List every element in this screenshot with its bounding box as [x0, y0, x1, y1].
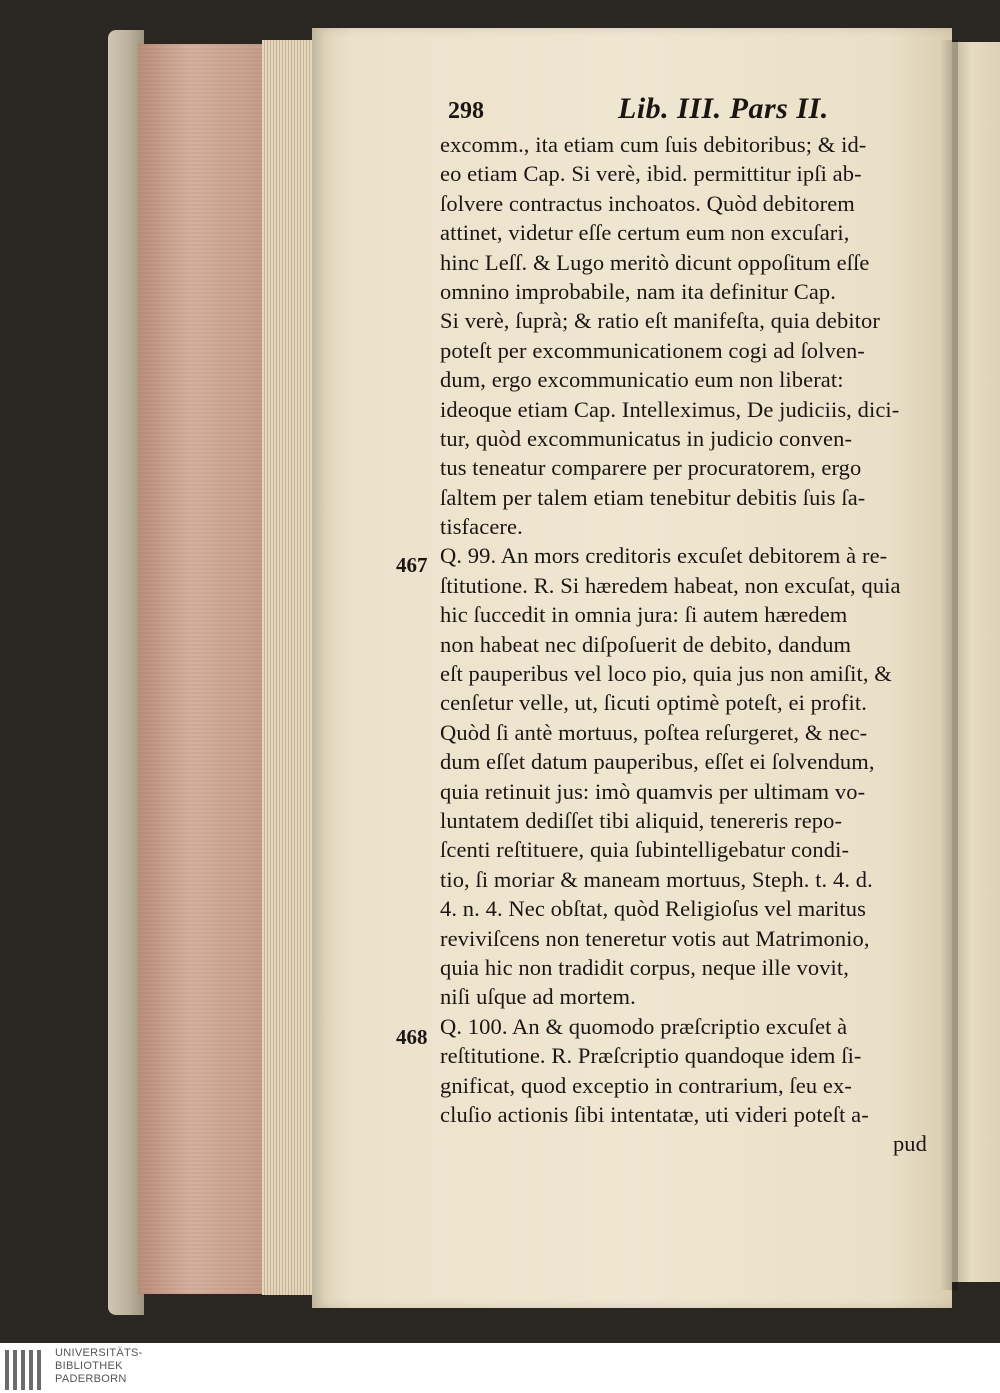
text-line: gnificat, quod exceptio in contrarium, ſeu ex-	[440, 1072, 852, 1098]
text-line: cluſio actionis ſibi intentatæ, uti videri poteſt a-	[440, 1101, 869, 1127]
marginal-number-468: 468	[396, 1025, 428, 1049]
text-line: excomm., ita etiam cum ſuis debitoribus; & id-	[440, 132, 867, 157]
text-line: luntatem dediſſet tibi aliquid, tenereris repo-	[440, 807, 843, 833]
text-line: poteſt per excommunicationem cogi ad ſolven-	[440, 337, 865, 363]
text-line: dum eſſet datum pauperibus, eſſet ei ſolvendum,	[440, 749, 875, 775]
text-line: Si verè, ſuprà; & ratio eſt manifeſta, quia debitor	[440, 308, 880, 334]
page-number: 298	[448, 98, 484, 124]
logo-line: UNIVERSITÄTS-	[55, 1347, 143, 1359]
text-line: hic ſuccedit in omnia jura: ſi autem hæredem	[440, 602, 848, 628]
text-line: quia hic non tradidit corpus, neque ille vovit,	[440, 954, 849, 980]
text-line: ſtitutione. R. Si hæredem habeat, non excuſat, quia	[440, 572, 901, 598]
text-line: tur, quòd excommunicatus in judicio conven-	[440, 425, 853, 451]
text-line: Q. 100. An & quomodo præſcriptio excuſet à	[440, 1013, 848, 1039]
library-logo-bar	[0, 1343, 1000, 1393]
text-line: attinet, videtur eſſe certum eum non excuſari,	[440, 220, 850, 246]
text-line: niſi uſque ad mortem.	[440, 984, 636, 1010]
body-text	[440, 130, 955, 1159]
text-line: omnino improbabile, nam ita definitur Cap.	[440, 278, 836, 304]
text-line: tisfacere.	[440, 514, 523, 540]
text-line: hinc Leſſ. & Lugo meritò dicunt oppoſitum eſſe	[440, 249, 870, 275]
text-line: ſaltem per talem etiam tenebitur debitis ſuis ſa-	[440, 484, 866, 510]
text-line: ideoque etiam Cap. Intelleximus, De judiciis, dici-	[440, 396, 900, 422]
facing-page-sliver	[952, 42, 1000, 1282]
page-stack-edges	[262, 40, 318, 1295]
text-line: tio, ſi moriar & maneam mortuus, Steph. t. 4. d.	[440, 866, 873, 892]
text-line: tus teneatur comparere per procuratorem, ergo	[440, 455, 862, 481]
text-line: eo etiam Cap. Si verè, ibid. permittitur ipſi ab-	[440, 161, 862, 187]
text-line: eſt pauperibus vel loco pio, quia jus non amiſit, &	[440, 661, 892, 687]
catchword: pud	[892, 1131, 927, 1157]
marbled-page-edge	[138, 44, 268, 1294]
text-line: ſolvere contractus inchoatos. Quòd debitorem	[440, 190, 855, 216]
text-line: reviviſcens non teneretur votis aut Matrimonio,	[440, 925, 870, 951]
text-line: Q. 99. An mors creditoris excuſet debitorem à re-	[440, 543, 888, 569]
text-line: 4. n. 4. Nec obſtat, quòd Religioſus vel maritus	[440, 896, 866, 922]
text-line: non habeat nec diſpoſuerit de debito, dandum	[440, 631, 852, 657]
marginal-number-467: 467	[396, 553, 428, 577]
logo-line: BIBLIOTHEK	[55, 1360, 123, 1372]
text-line: quia retinuit jus: imò quamvis per ultimam vo-	[440, 778, 866, 804]
text-line: Quòd ſi antè mortuus, poſtea reſurgeret, & nec-	[440, 719, 868, 745]
running-head	[448, 92, 848, 128]
running-title: Lib. III. Pars II.	[618, 92, 829, 125]
library-logo-text	[55, 1347, 255, 1386]
text-line: dum, ergo excommunicatio eum non liberat:	[440, 367, 844, 393]
library-logo-bars-icon	[3, 1346, 47, 1390]
text-line: reſtitutione. R. Præſcriptio quandoque idem ſi-	[440, 1043, 862, 1069]
text-line: cenſetur velle, ut, ſicuti optimè poteſt, ei profit.	[440, 690, 867, 716]
text-line: ſcenti reſtituere, quia ſubintelligebatur condi-	[440, 837, 850, 863]
logo-line: PADERBORN	[55, 1373, 127, 1385]
